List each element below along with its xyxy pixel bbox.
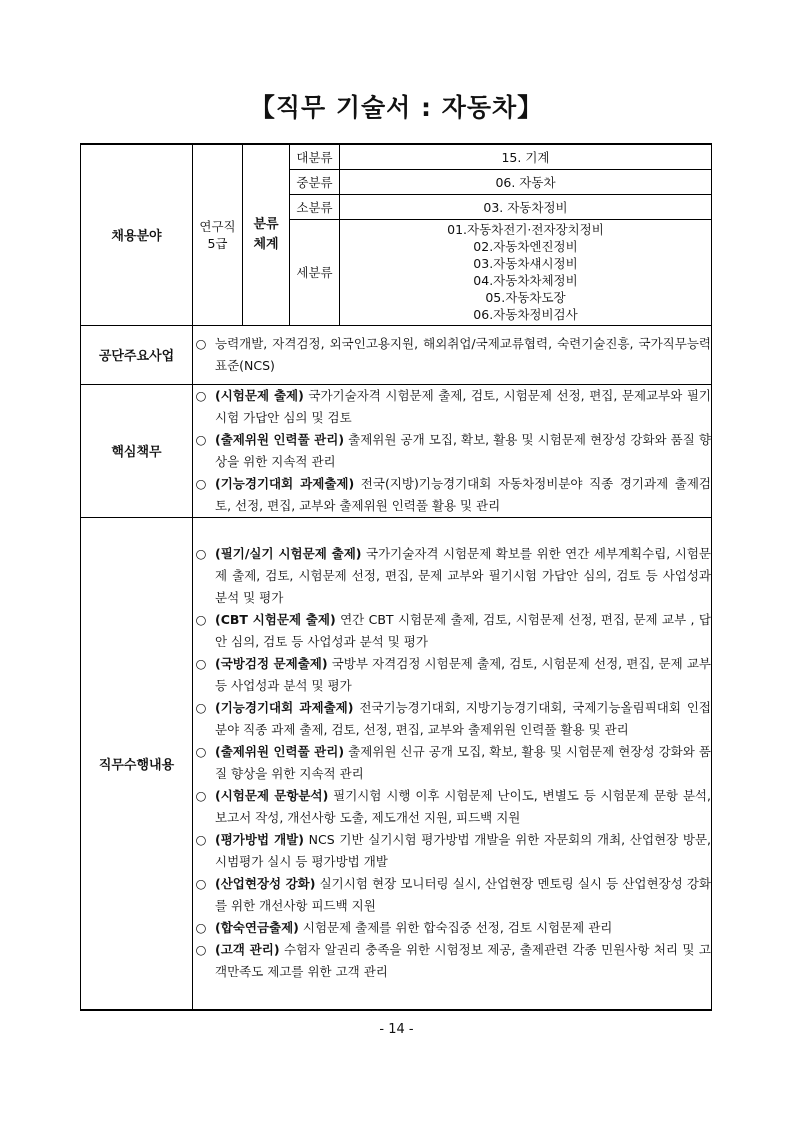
position-line1: 연구직 [199,218,236,234]
bullet-icon: ○ [195,700,207,716]
classification-label [243,144,290,325]
job-description-table [80,143,712,1011]
item-title: (기능경기대회 과제출제) [215,700,354,716]
minor-label: 소분류 [290,194,340,219]
business-content [193,325,712,384]
row-major [81,144,712,169]
business-label: 공단주요사업 [81,325,193,384]
duties-content [193,517,712,1010]
page-number: - 14 - [379,1022,414,1037]
item-text: 국가기술자격 시험문제 출제, 검토, 시험문제 선정, 편집, 문제교부와 필기시험 가답안 심의 및 검토 [215,387,711,425]
item-text: 수험자 알권리 충족을 위한 시험정보 제공, 출제관련 각종 민원사항 처리 및 고객만족도 제고를 위한 고객 관리 [215,942,712,980]
row-duties [81,517,712,1010]
hiring-label: 채용분야 [81,144,193,325]
list-item [193,653,711,697]
minor-value: 03. 자동차정비 [340,194,712,219]
major-label: 대분류 [290,144,340,169]
duties-label: 직무수행내용 [81,517,193,1010]
position-line2: 5급 [207,235,228,251]
bullet-icon: ○ [195,387,207,403]
item-title: (산업현장성 강화) [215,876,316,892]
item-title: (평가방법 개발) [215,832,304,848]
detail-item: 06.자동차정비검사 [473,307,578,322]
detail-item: 04.자동차차체정비 [473,273,578,288]
middle-value: 06. 자동차 [340,169,712,194]
item-title: (출제위원 인력풀 관리) [215,744,345,760]
item-text: 출제위원 신규 공개 모집, 확보, 활용 및 시험문제 현장성 강화와 품질 향상을 위한 지속적 관리 [215,744,712,782]
detail-label: 세분류 [290,219,340,325]
item-text: 국방부 자격검정 시험문제 출제, 검토, 시험문제 선정, 편집, 문제 교부 등 사업성과 분석 및 평가 [215,656,711,694]
item-title: (시험문제 출제) [215,387,304,403]
item-title: (기능경기대회 과제출제) [215,475,355,491]
bullet-icon: ○ [195,744,207,760]
list-item [193,785,711,829]
detail-item: 02.자동차엔진정비 [473,239,578,254]
bullet-icon: ○ [195,788,207,804]
bullet-icon: ○ [195,656,207,672]
classification-line2: 체계 [253,236,279,252]
item-text: NCS 기반 실기시험 평가방법 개발을 위한 자문회의 개최, 산업현장 방문, 시범평가 실시 등 평가방법 개발 [215,832,711,870]
list-item [193,873,711,917]
bullet-icon: ○ [195,832,207,848]
list-item [193,543,711,609]
item-title: (합숙연금출제) [215,920,299,936]
detail-item: 01.자동차전기·전자장치정비 [447,222,604,237]
item-text: 출제위원 공개 모집, 확보, 활용 및 시험문제 현장성 강화와 품질 향상을 위한 지속적 관리 [215,431,712,469]
list-item [193,333,711,377]
item-title: (CBT 시험문제 출제) [215,612,336,628]
list-item [193,741,711,785]
row-business [81,325,712,384]
classification-line1: 분류 [253,216,279,232]
item-title: (국방검정 문제출제) [215,656,328,672]
list-item [193,939,711,983]
item-text: 국가기술자격 시험문제 확보를 위한 연간 세부계획수립, 시험문제 출제, 검토, 시험문제 선정, 편집, 문제 교부와 필기시험 가답안 심의, 검토 등 사업성과 분석 및 평가 [215,546,711,606]
row-core [81,384,712,517]
detail-item: 05.자동차도장 [485,290,566,305]
item-text: 시험문제 출제를 위한 합숙집중 선정, 검토 시험문제 관리 [298,920,613,936]
core-label: 핵심책무 [81,384,193,517]
list-item [193,829,711,873]
item-text: 전국기능경기대회, 지방기능경기대회, 국제기능올림픽대회 인접 분야 직종 과제 출제, 검토, 선정, 편집, 교부와 출제위원 인력풀 활용 및 관리 [215,700,711,738]
item-text: 전국(지방)기능경기대회 자동차정비분야 직종 경기과제 출제검토, 선정, 편집, 교부와 출제위원 인력풀 활용 및 관리 [215,475,712,513]
bullet-icon: ○ [195,335,207,351]
list-item [193,473,711,517]
major-value: 15. 기계 [340,144,712,169]
list-item [193,609,711,653]
core-content [193,384,712,517]
detail-values [340,219,712,325]
item-title: (고객 관리) [215,942,280,958]
item-text: 실기시험 현장 모니터링 실시, 산업현장 멘토링 실시 등 산업현장성 강화를 위한 개선사항 피드백 지원 [215,876,711,914]
bullet-icon: ○ [195,546,207,562]
item-title: (시험문제 문항분석) [215,788,329,804]
bullet-icon: ○ [195,612,207,628]
detail-item: 03.자동차섀시정비 [473,256,578,271]
page-title: 【직무 기술서 : 자동차】 [249,93,544,122]
item-title: (필기/실기 시험문제 출제) [215,546,362,562]
list-item [193,697,711,741]
bullet-icon: ○ [195,876,207,892]
position-cell [193,144,243,325]
bullet-icon: ○ [195,475,207,491]
item-text: 필기시험 시행 이후 시험문제 난이도, 변별도 등 시험문제 문항 분석, 보고서 작성, 개선사항 도출, 제도개선 지원, 피드백 지원 [215,788,711,826]
business-text: 능력개발, 자격검정, 외국인고용지원, 해외취업/국제교류협력, 숙련기술진흥, 국가직무능력표준(NCS) [215,335,711,373]
bullet-icon: ○ [195,431,207,447]
list-item [193,917,711,939]
middle-label: 중분류 [290,169,340,194]
list-item [193,429,711,473]
item-title: (출제위원 인력풀 관리) [215,431,345,447]
item-text: 연간 CBT 시험문제 출제, 검토, 시험문제 선정, 편집, 문제 교부 , 답안 심의, 검토 등 사업성과 분석 및 평가 [215,612,712,650]
bullet-icon: ○ [195,920,207,936]
bullet-icon: ○ [195,942,207,958]
list-item [193,385,711,429]
